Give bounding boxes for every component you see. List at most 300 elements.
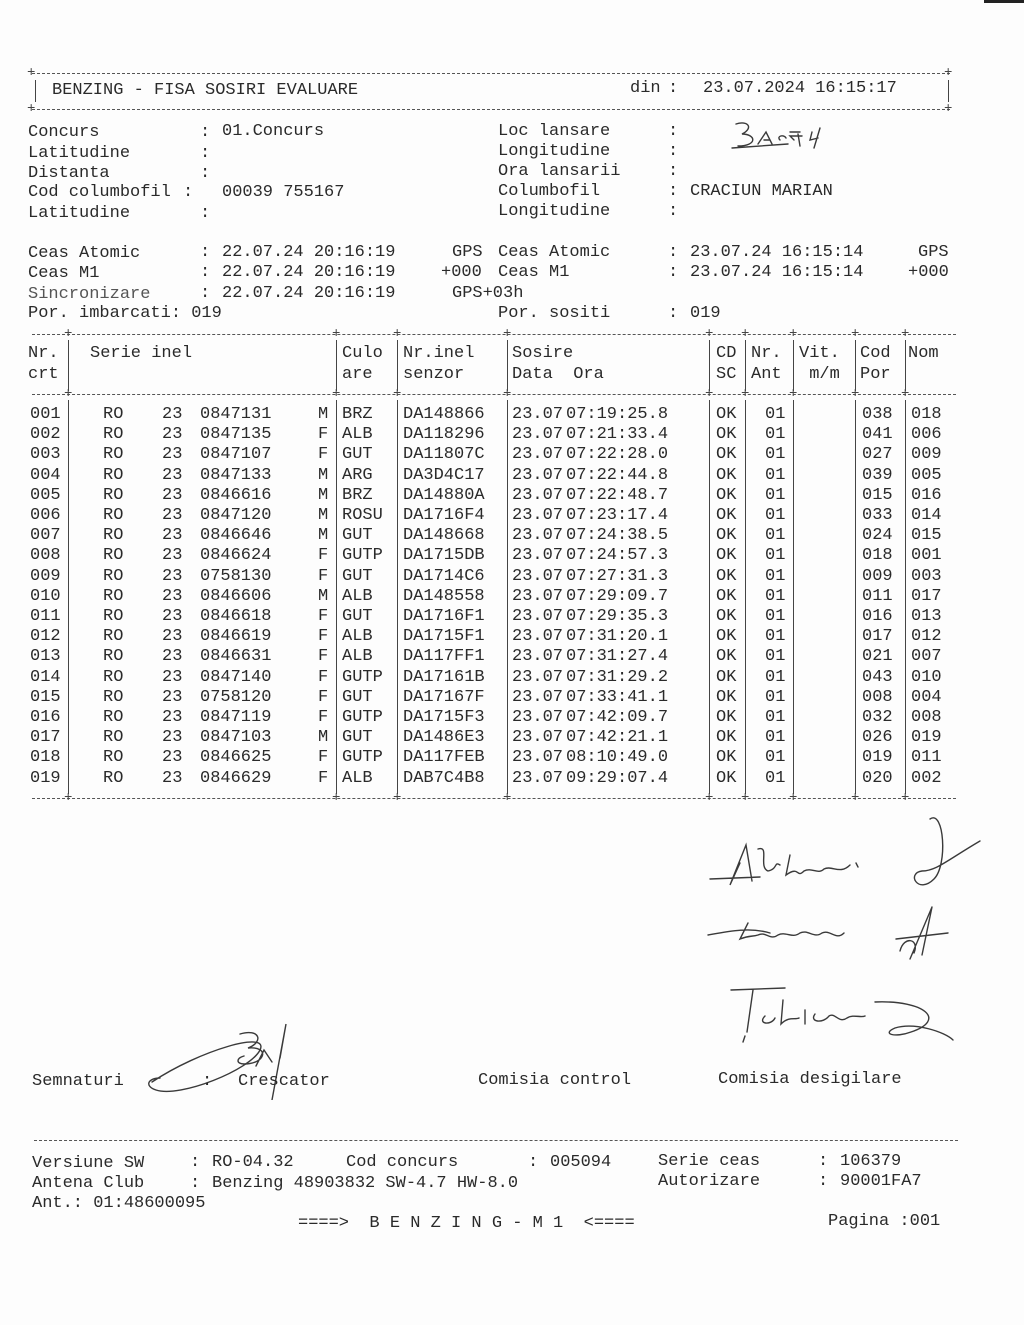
colon: : (668, 142, 679, 161)
pigeon-code: 019 (862, 748, 893, 768)
col-header-nom: Nom (908, 344, 939, 363)
border-junction: + (901, 790, 910, 806)
antenna-number: 01 (765, 708, 786, 727)
header-border-right (948, 80, 949, 102)
color: GUT (342, 728, 373, 748)
border-junction: + (789, 386, 798, 402)
ring-number: 0847103 (200, 728, 272, 748)
ring-country: RO (103, 506, 124, 525)
ring-country: RO (103, 627, 124, 647)
arrival-time: 07:23:17.4 (566, 506, 669, 525)
ring-year: 23 (162, 708, 183, 727)
sex: F (318, 425, 329, 445)
col-header-speed: Vit. (799, 344, 840, 363)
nom-number: 015 (911, 526, 942, 546)
ring-number: 0847120 (200, 506, 272, 525)
antenna-number: 01 (765, 586, 786, 606)
column-separator (745, 340, 746, 391)
pigeon-code: 043 (862, 667, 893, 687)
table-row (0, 647, 1024, 667)
info-label: Concurs (28, 123, 100, 142)
table-row (0, 486, 1024, 506)
report-date: 23.07.2024 16:15:17 (703, 79, 897, 98)
arrival-time: 07:22:48.7 (566, 485, 669, 505)
colon: : (818, 1172, 829, 1191)
ring-year: 23 (162, 687, 183, 707)
ring-number: 0846625 (200, 748, 272, 768)
colon: : (668, 243, 679, 262)
ring-number: 0846616 (200, 485, 272, 505)
antenna-number: 01 (765, 728, 786, 748)
cd-status: OK (716, 566, 737, 586)
ring-year: 23 (162, 506, 183, 525)
arrival-time: 09:29:07.4 (566, 768, 669, 788)
arrival-time: 07:31:29.2 (566, 667, 669, 687)
table-row (0, 668, 1024, 688)
sensor-ring: DA117FF1 (403, 647, 485, 667)
col-header-nr: Nr. (28, 344, 59, 363)
embarked-label: Por. imbarcati: 019 (28, 304, 222, 323)
arrival-date: 23.07 (512, 405, 564, 424)
sex: F (318, 748, 329, 768)
ring-year: 23 (162, 647, 183, 667)
antenna-value: Benzing 48903832 SW-4.7 HW-8.0 (212, 1174, 519, 1193)
authorization-code: 90001FA7 (840, 1172, 922, 1191)
ring-country: RO (103, 566, 124, 586)
ring-year: 23 (162, 445, 183, 465)
ring-number: 0847135 (200, 425, 272, 445)
border-junction: + (741, 790, 750, 806)
handwritten-release-location (728, 118, 858, 158)
row-number: 011 (30, 607, 61, 626)
clock-value: 23.07.24 16:15:14 (690, 263, 864, 282)
clock-suffix: GPS (452, 243, 483, 262)
antenna-number: 01 (765, 607, 786, 626)
border-junction: + (901, 386, 910, 402)
sensor-ring: DA148866 (403, 405, 485, 424)
clock-suffix: +000 (908, 263, 949, 282)
column-separator (397, 340, 398, 391)
arrival-date: 23.07 (512, 687, 564, 707)
column-separator (709, 400, 710, 794)
border-junction: + (393, 386, 402, 402)
table-row (0, 748, 1024, 768)
sensor-ring: DA117FEB (403, 748, 485, 768)
row-number: 008 (30, 546, 61, 566)
sw-version-label: Versiune SW (32, 1154, 145, 1173)
page-label: Pagina (828, 1212, 890, 1231)
nom-number: 005 (911, 465, 942, 485)
info-label: Loc lansare (498, 122, 611, 141)
arrival-date: 23.07 (512, 445, 564, 465)
nom-number: 004 (911, 687, 942, 707)
colon: : (200, 204, 211, 223)
colon: : (528, 1153, 539, 1172)
ring-year: 23 (162, 768, 183, 788)
color: ROSU (342, 506, 383, 525)
info-label: Cod columbofil (28, 183, 171, 202)
colon: : (200, 263, 211, 282)
sex: M (318, 506, 329, 525)
arrival-time: 07:31:20.1 (566, 627, 669, 647)
col-header-pigeon-code: Cod (860, 344, 891, 363)
arrival-date: 23.07 (512, 546, 564, 566)
arrival-date: 23.07 (512, 566, 564, 586)
ring-number: 0846606 (200, 586, 272, 606)
antenna-number: 01 (765, 425, 786, 445)
nom-number: 018 (911, 405, 942, 424)
border-junction: + (705, 326, 714, 342)
arrival-date: 23.07 (512, 728, 564, 748)
border-junction: + (741, 326, 750, 342)
clock-label: Ceas M1 (28, 264, 100, 283)
ring-country: RO (103, 768, 124, 788)
sex: F (318, 607, 329, 626)
row-number: 003 (30, 445, 61, 465)
sex: F (318, 768, 329, 788)
info-label: Longitudine (498, 142, 611, 161)
sex: M (318, 728, 329, 748)
ring-country: RO (103, 586, 124, 606)
ring-number: 0846624 (200, 546, 272, 566)
arrival-date: 23.07 (512, 607, 564, 626)
sensor-ring: DA1486E3 (403, 728, 485, 748)
color: GUTP (342, 748, 383, 768)
antenna-number: 01 (765, 526, 786, 546)
ring-country: RO (103, 405, 124, 424)
nom-number: 012 (911, 627, 942, 647)
clock-value: 23.07.24 16:15:14 (690, 243, 864, 262)
antenna-number: 01 (765, 566, 786, 586)
pigeon-code: 011 (862, 586, 893, 606)
table-border-top (32, 334, 956, 335)
ring-year: 23 (162, 728, 183, 748)
color: GUTP (342, 667, 383, 687)
report-date-label: din (630, 79, 661, 98)
col-header-nr-2: crt (28, 365, 59, 384)
border-junction: + (64, 326, 73, 342)
clock-label: Ceas Atomic (498, 243, 611, 262)
authorization-label: Autorizare (658, 1172, 761, 1191)
ring-year: 23 (162, 526, 183, 546)
color: ALB (342, 425, 373, 445)
antenna-number: 01 (765, 627, 786, 647)
table-row (0, 708, 1024, 728)
border-junction: + (332, 790, 341, 806)
color: ALB (342, 586, 373, 606)
header-border-top (32, 73, 950, 74)
color: GUT (342, 566, 373, 586)
sensor-ring: DA118296 (403, 425, 485, 445)
clock-serial: 106379 (840, 1152, 902, 1171)
ring-year: 23 (162, 425, 183, 445)
arrival-time: 07:24:57.3 (566, 546, 669, 566)
clock-label: Sincronizare (28, 285, 151, 304)
report-date-colon: : (668, 79, 679, 98)
col-header-color-2: are (342, 365, 373, 384)
pigeon-code: 016 (862, 607, 893, 626)
table-row (0, 405, 1024, 425)
border-junction: + (332, 326, 341, 342)
column-separator (855, 340, 856, 391)
table-row (0, 627, 1024, 647)
nom-number: 007 (911, 647, 942, 667)
arrival-time: 07:42:09.7 (566, 708, 669, 727)
cd-status: OK (716, 768, 737, 788)
antenna-label: Antena Club (32, 1174, 145, 1193)
table-row (0, 445, 1024, 465)
nom-number: 019 (911, 728, 942, 748)
border-junction: + (705, 790, 714, 806)
colon: : (668, 263, 679, 282)
arrival-date: 23.07 (512, 768, 564, 788)
column-separator (507, 340, 508, 391)
border-junction: + (503, 326, 512, 342)
color: GUT (342, 445, 373, 465)
pigeon-code: 032 (862, 708, 893, 727)
ring-country: RO (103, 647, 124, 667)
corner-plus: + (27, 101, 36, 117)
sex: F (318, 647, 329, 667)
ring-year: 23 (162, 566, 183, 586)
cd-status: OK (716, 425, 737, 445)
nom-number: 003 (911, 566, 942, 586)
ring-year: 23 (162, 465, 183, 485)
table-row (0, 526, 1024, 546)
border-junction: + (789, 326, 798, 342)
border-junction: + (64, 386, 73, 402)
arrival-date: 23.07 (512, 465, 564, 485)
col-header-cd-2: SC (716, 365, 737, 384)
border-junction: + (705, 386, 714, 402)
signature-unseal-label: Comisia desigilare (718, 1070, 902, 1089)
clock-suffix: GPS (918, 243, 949, 262)
arrival-date: 23.07 (512, 506, 564, 525)
ring-country: RO (103, 425, 124, 445)
corner-plus: + (27, 65, 36, 81)
cd-status: OK (716, 708, 737, 727)
pigeon-code: 033 (862, 506, 893, 525)
colon: : (200, 144, 211, 163)
sex: M (318, 485, 329, 505)
arrival-date: 23.07 (512, 526, 564, 546)
column-separator (793, 400, 794, 794)
sex: F (318, 687, 329, 707)
arrival-time: 07:29:09.7 (566, 586, 669, 606)
ring-country: RO (103, 465, 124, 485)
sex: F (318, 445, 329, 465)
ring-number: 0758130 (200, 566, 272, 586)
table-row (0, 506, 1024, 526)
ring-number: 0847131 (200, 405, 272, 424)
ring-number: 0847140 (200, 667, 272, 687)
arrival-date: 23.07 (512, 627, 564, 647)
colon: : (200, 243, 211, 262)
ring-year: 23 (162, 607, 183, 626)
table-row (0, 546, 1024, 566)
cd-status: OK (716, 748, 737, 768)
signature-commission-3 (725, 980, 955, 1050)
row-number: 013 (30, 647, 61, 667)
arrived-count: 019 (690, 304, 721, 323)
row-number: 007 (30, 526, 61, 546)
color: GUTP (342, 708, 383, 727)
footer-banner: ====> B E N Z I N G - M 1 <==== (298, 1214, 635, 1233)
col-header-cd: CD (716, 344, 737, 363)
sensor-ring: DAB7C4B8 (403, 768, 485, 788)
sensor-ring: DA1714C6 (403, 566, 485, 586)
cd-status: OK (716, 445, 737, 465)
ring-country: RO (103, 485, 124, 505)
arrival-time: 07:19:25.8 (566, 405, 669, 424)
border-junction: + (851, 790, 860, 806)
cd-status: OK (716, 667, 737, 687)
row-number: 006 (30, 506, 61, 525)
arrival-time: 07:21:33.4 (566, 425, 669, 445)
column-separator (507, 400, 508, 794)
arrival-date: 23.07 (512, 485, 564, 505)
col-header-antenna-2: Ant (751, 365, 782, 384)
corner-plus: + (944, 101, 953, 117)
nom-number: 013 (911, 607, 942, 626)
table-row (0, 567, 1024, 587)
cd-status: OK (716, 405, 737, 424)
antenna-number: 01 (765, 667, 786, 687)
cd-status: OK (716, 687, 737, 707)
cd-status: OK (716, 485, 737, 505)
color: ALB (342, 768, 373, 788)
cd-status: OK (716, 647, 737, 667)
clock-label: Ceas M1 (498, 263, 570, 282)
cd-status: OK (716, 607, 737, 626)
footer-divider (34, 1140, 958, 1141)
table-row (0, 769, 1024, 789)
color: BRZ (342, 405, 373, 424)
column-separator (793, 340, 794, 391)
table-row (0, 466, 1024, 486)
colon: : (818, 1152, 829, 1171)
cd-status: OK (716, 627, 737, 647)
sex: F (318, 627, 329, 647)
ring-country: RO (103, 708, 124, 727)
col-header-ring: Serie inel (90, 344, 193, 363)
ring-country: RO (103, 748, 124, 768)
row-number: 002 (30, 425, 61, 445)
info-label: Columbofil (498, 182, 601, 201)
border-junction: + (851, 326, 860, 342)
ring-number: 0846631 (200, 647, 272, 667)
row-number: 017 (30, 728, 61, 748)
arrival-time: 07:27:31.3 (566, 566, 669, 586)
signature-commission-2 (700, 895, 960, 970)
cd-status: OK (716, 465, 737, 485)
border-junction: + (393, 790, 402, 806)
border-junction: + (332, 386, 341, 402)
col-header-pigeon-code-2: Por (860, 365, 891, 384)
antenna-number: 01 (765, 485, 786, 505)
antenna-number: 01 (765, 768, 786, 788)
nom-number: 011 (911, 748, 942, 768)
pigeon-code: 018 (862, 546, 893, 566)
ring-year: 23 (162, 748, 183, 768)
clock-suffix: +000 (441, 263, 482, 282)
cd-status: OK (716, 506, 737, 525)
antenna-number: 01 (765, 546, 786, 566)
sensor-ring: DA148668 (403, 526, 485, 546)
header-border-bottom (32, 109, 950, 110)
pigeon-code: 038 (862, 405, 893, 424)
ring-number: 0847119 (200, 708, 272, 727)
antenna-number: 01 (765, 647, 786, 667)
arrival-time: 07:29:35.3 (566, 607, 669, 626)
antenna-number: 01 (765, 748, 786, 768)
arrival-date: 23.07 (512, 425, 564, 445)
colon: : (190, 1153, 201, 1172)
sensor-ring: DA1715F3 (403, 708, 485, 727)
nom-number: 002 (911, 768, 942, 788)
col-header-sensor: Nr.inel (403, 344, 475, 363)
arrival-time: 07:22:28.0 (566, 445, 669, 465)
border-junction: + (741, 386, 750, 402)
pigeon-code: 008 (862, 687, 893, 707)
page-number-label (828, 1212, 940, 1232)
sensor-ring: DA14880A (403, 485, 485, 505)
nom-number: 006 (911, 425, 942, 445)
row-number: 004 (30, 465, 61, 485)
ring-country: RO (103, 445, 124, 465)
pigeon-code: 009 (862, 566, 893, 586)
pigeon-code: 026 (862, 728, 893, 748)
color: ALB (342, 627, 373, 647)
ring-number: 0846646 (200, 526, 272, 546)
sensor-ring: DA1715F1 (403, 627, 485, 647)
sex: F (318, 566, 329, 586)
col-header-speed-2: m/m (799, 365, 840, 384)
row-number: 009 (30, 566, 61, 586)
color: GUT (342, 687, 373, 707)
corner-plus: + (944, 65, 953, 81)
color: ARG (342, 465, 373, 485)
row-number: 019 (30, 768, 61, 788)
sex: F (318, 667, 329, 687)
contest-name: 01.Concurs (222, 122, 325, 141)
border-junction: + (503, 790, 512, 806)
ring-year: 23 (162, 586, 183, 606)
column-separator (745, 400, 746, 794)
info-label: Ora lansarii (498, 162, 621, 181)
antenna-number: 01 (765, 405, 786, 424)
ring-number: 0846619 (200, 627, 272, 647)
ring-year: 23 (162, 627, 183, 647)
contest-code-label: Cod concurs (346, 1153, 459, 1172)
column-separator (68, 340, 69, 391)
column-separator (905, 400, 906, 794)
antenna-number: 01 (765, 465, 786, 485)
pigeon-code: 041 (862, 425, 893, 445)
sensor-ring: DA3D4C17 (403, 465, 485, 485)
sex: M (318, 526, 329, 546)
color: GUT (342, 607, 373, 626)
ring-country: RO (103, 687, 124, 707)
ring-number: 0758120 (200, 687, 272, 707)
arrival-date: 23.07 (512, 708, 564, 727)
colon: : (668, 162, 679, 181)
pigeon-code: 021 (862, 647, 893, 667)
sensor-ring: DA1716F1 (403, 607, 485, 626)
sensor-ring: DA17167F (403, 687, 485, 707)
nom-number: 008 (911, 708, 942, 727)
row-number: 016 (30, 708, 61, 727)
